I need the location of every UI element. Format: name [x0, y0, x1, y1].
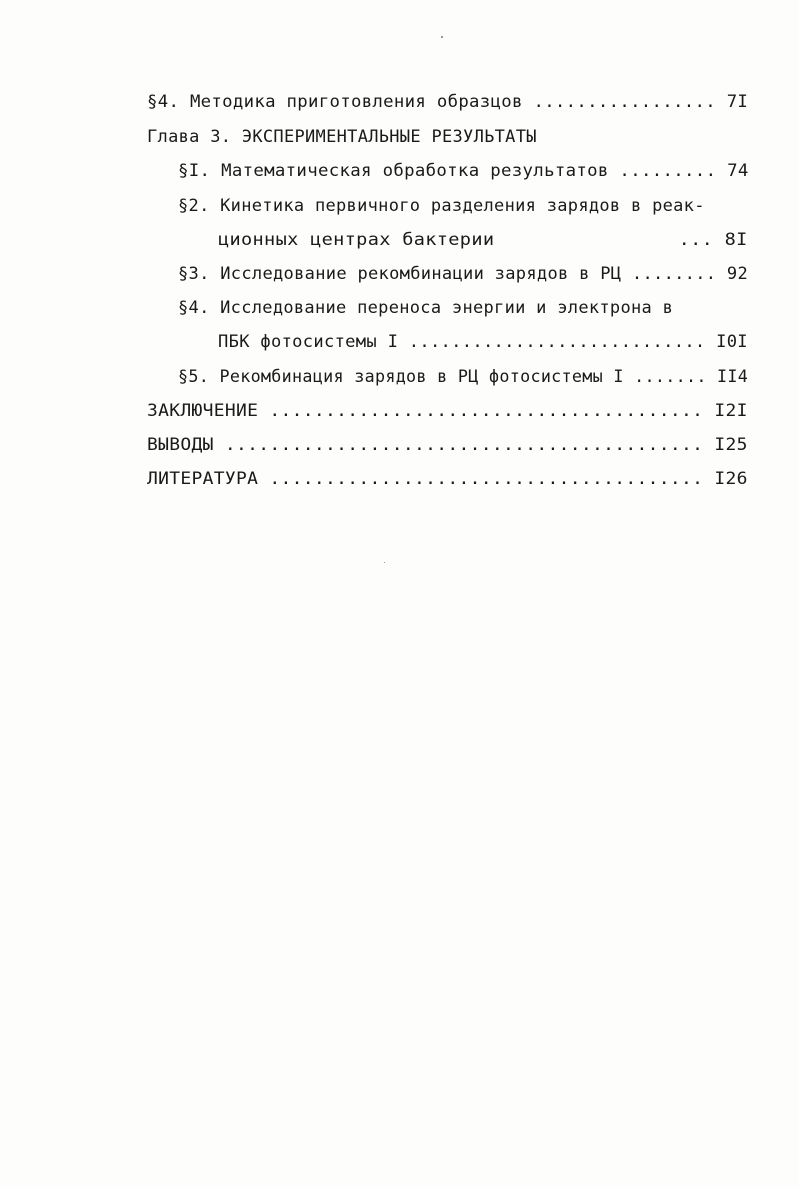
toc-entry-s5-recomb: §5. Рекомбинация зарядов в РЦ фотосистемы I ....... II4	[178, 367, 749, 387]
toc-entry-s4-method: §4. Методика приготовления образцов ................. 7I	[147, 92, 749, 112]
toc-entry-s1-math: §I. Математическая обработка результатов ......... 74	[178, 161, 749, 181]
toc-entry-conclusion: ЗАКЛЮЧЕНИЕ ....................................... I2I	[147, 401, 748, 421]
toc-entry-literature: ЛИТЕРАТУРА ....................................... I26	[147, 469, 748, 489]
toc-entry-s2-kinetics: §2. Кинетика первичного разделения зарядов в реак-	[178, 196, 705, 216]
toc-entry-s4-transfer-cont: ПБК фотосистемы I ............................ I0I	[218, 332, 748, 352]
toc-chapter-3: Глава 3. ЭКСПЕРИМЕНТАЛЬНЫЕ РЕЗУЛЬТАТЫ	[147, 127, 537, 147]
toc-entry-s4-transfer: §4. Исследование переноса энергии и электрона в	[178, 298, 674, 318]
scan-speck	[384, 562, 385, 563]
scan-speck	[441, 36, 443, 38]
toc-entry-findings: ВЫВОДЫ ........................................... I25	[147, 435, 748, 455]
toc-entry-s2-kinetics-cont: ционных центрах бактерии ... 8I	[218, 230, 748, 250]
toc-entry-s3-recomb: §3. Исследование рекомбинации зарядов в РЦ ........ 92	[178, 264, 749, 284]
